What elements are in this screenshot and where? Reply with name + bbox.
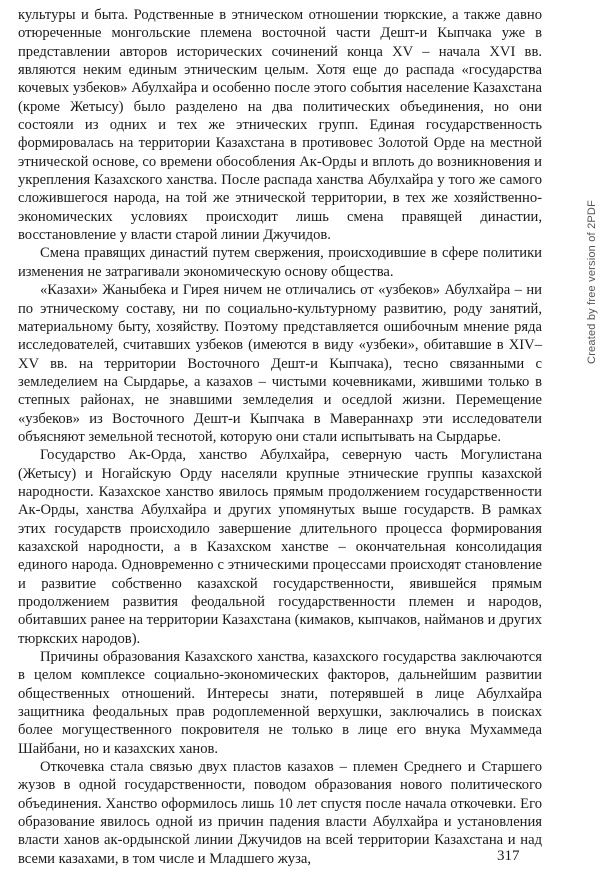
paragraph-2: Смена правящих династий путем свержения, происходившие в сфере политики изменения не затрагивали экономическую основу общества. [18, 245, 542, 280]
page-text [18, 6, 542, 868]
paragraph-5: Причины образования Казахского ханства, казахского государства заключаются в целом комплексе социально-экономических факторов, дальнейшим развитии общественных отношений. Интересы знати, потерявшей в лице Абулхайра защитника феодальных прав родоплеменной верхушки, заключались в поисках более могущественного покровителя не только в лице его внука Мухаммеда Шайбани, но и казахских ханов. [18, 649, 542, 757]
paragraph-1: культуры и быта. Родственные в этническом отношении тюркские, а также давно отюреченные монгольские племена восточной части Дешт-и Кыпчака уже в представлении авторов исторических сочинений конца XV – начала XVI вв. являются неким единым этническим целым. Хотя еще до распада «государства кочевых узбеков» Абулхайра и особенно после этого события население Казахстана (кроме Жетысу) было разделено на два политических объединения, но они состояли из одних и тех же этнических групп. Единая государственность формировалась на территории Казахстана в противовес Золотой Орде на местной этнической основе, со времени обособления Ак-Орды и вплоть до возникновения и укрепления Казахского ханства. После распада ханства Абулхайра у того же самого сложившегося народа, на той же этнической территории, в тех же хозяйственно-экономических условиях происходит лишь смена правящей династии, восстановление у власти старой линии Джучидов. [18, 7, 542, 244]
paragraph-6: Откочевка стала связью двух пластов казахов – племен Среднего и Старшего жузов в одной государственности, поводом образования нового политического объединения. Ханство оформилось лишь 10 лет спустя после начала откочевки. Его образование явилось одной из причин падения власти Абулхайра и установления власти ханов ак-ордынской линии Джучидов на всей территории Казахстана и над всеми казахами, в том числе и Младшего жуза, [18, 759, 542, 867]
pdf-watermark: Created by free version of 2PDF [586, 200, 598, 364]
page-number: 317 [497, 848, 520, 864]
paragraph-4: Государство Ак-Орда, ханство Абулхайра, северную часть Могулистана (Жетысу) и Ногайскую Орду населяли крупные этнические группы казахской народности. Казахское ханство явилось прямым продолжением государственности Ак-Орды, ханства Абулхайра и других упомянутых выше государств. В рамках этих государств происходило завершение длительного процесса формирования казахской народности, а в Казахском ханстве – окончательная консолидация единого народа. Одновременно с этническими процессами происходят становление и развитие собственно казахской государственности, явившейся прямым продолжением развития феодальной государственности племен и народов, обитавших ранее на территории Казахстана (кимаков, кыпчаков, найманов и других тюркских народов). [18, 447, 542, 647]
paragraph-3: «Казахи» Жаныбека и Гирея ничем не отличались от «узбеков» Абулхайра – ни по этническому составу, ни по социально-культурному развитию, роду занятий, материальному быту, хозяйству. Поэтому представляется ошибочным мнение ряда исследователей, считавших узбеков (имеются в виду «узбеки», обитавшие в XIV–XV вв. на территории Восточного Дешт-и Кыпчака), тесно связанными с земледелием на Сырдарье, а казахов – чистыми кочевниками, жившими только в степных районах, не знавшими земледелия и оседлой жизни. Перемещение «узбеков» из Восточного Дешт-и Кыпчака в Мавераннахр эти исследователи объясняют земельной теснотой, которую они стали испытывать на Сырдарье. [18, 282, 542, 445]
